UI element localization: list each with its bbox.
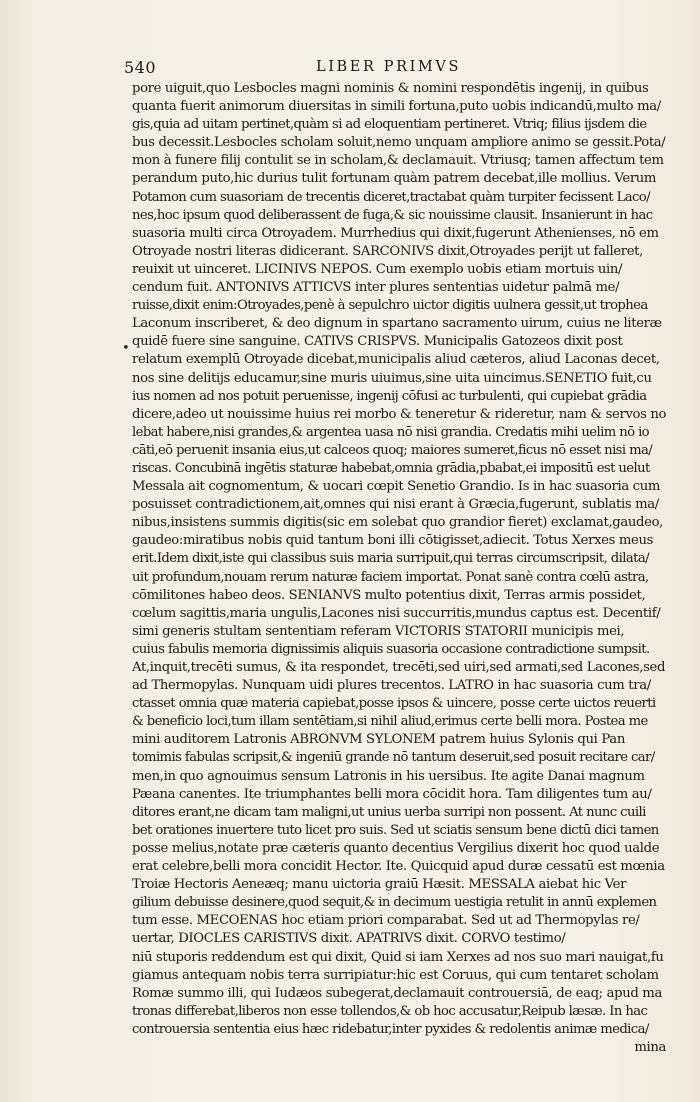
text-line: uertar, DIOCLES CARISTIVS dixit. APATRIVS dixit. CORVO testimo/ — [132, 931, 566, 947]
book-title: LIBER PRIMVS — [316, 59, 461, 75]
text-line: nes,hoc ipsum quod deliberassent de fuga,& sic nouissime clausit. Insanierunt in hac — [132, 207, 653, 223]
text-line: Otroyade nostri literas didicerant. SARCONIVS dixit,Otroyades perijt ut falleret, — [132, 243, 643, 259]
text-line: cœlum sagittis,maria ungulis,Lacones nisi succurritis,mundus captus est. Decentif/ — [132, 605, 661, 621]
running-head — [124, 58, 664, 80]
text-line: niū stuporis reddendum est qui dixit, Quid si iam Xerxes ad nos suo mari nauigat,fu — [132, 949, 664, 965]
text-line: suasoria multi circa Otroyadem. Murrhedius qui dixit,fugerunt Athenienses, nō em — [132, 225, 659, 241]
text-line: bet orationes inuertere tuto licet pro suis. Sed ut sciatis sensum bene dictū dici tamen — [132, 822, 659, 838]
text-line: ad Thermopylas. Nunquam uidi plures trecentos. LATRO in hac suasoria cum tra/ — [132, 678, 651, 694]
text-line: ctasset omnia quæ materia capiebat,posse ipsos & uincere, posse certe uictos reuerti — [132, 696, 656, 712]
text-line: gilium debuisse desinere,quod sequit,& in decimum uestigia retulit in annū explemen — [132, 895, 657, 911]
text-line: Pæana canentes. Ite triumphantes belli mora cōcidit hora. Tam diligentes tum au/ — [132, 786, 652, 802]
text-line: men,in quo agnouimus sensum Latronis in his uersibus. Ite agite Danai magnum — [132, 768, 645, 784]
text-line: tum esse. MECOENAS hoc etiam priori comparabat. Sed ut ad Thermopylas re/ — [132, 913, 640, 929]
text-line: riscas. Concubinā ingētis staturæ habebat,omnia grādia,pbabat,ei impositū est uelut — [132, 460, 650, 476]
text-line: lebat habere,nisi grandes,& argentea uasa nō nisi grandia. Credatis mihi uelim nō io — [132, 424, 650, 440]
text-line: pore uiguit,quo Lesbocles magni nominis & nomini respondētis ingenij, in quibus — [132, 81, 649, 96]
text-line: cōmilitones habeo deos. SENIANVS multo potentius dixit, Terras armis possidet, — [132, 587, 646, 603]
text-line: mini auditorem Latronis ABRONVM SYLONEM patrem huius Sylonis qui Pan — [132, 732, 625, 748]
text-line: Messala ait cognomentum, & uocari cœpit Senetio Grandio. Is in hac suasoria cum — [132, 479, 661, 495]
text-line: At,inquit,trecēti sumus, & ita respondet, trecēti,sed uiri,sed armati,sed Lacones,sed — [132, 660, 666, 675]
text-line: ruisse,dixit enim:Otroyades,penè à sepulchro uictor digitis uulnera gessit,ut trophea — [132, 298, 648, 314]
text-line: posuisset contradictionem,ait,omnes qui nisi erant à Græcia,fugerunt, sublatis ma/ — [132, 497, 659, 513]
text-line: Troiæ Hectoris Aeneæq; manu uictoria graiū Hæsit. MESSALA aiebat hic Ver — [132, 877, 627, 893]
text-line: controuersia sententia eius hæc ridebatur,inter pyxides & redolentis animæ medica/ — [132, 1021, 649, 1037]
text-line: relatum exemplū Otroyade dicebat,municipalis aliud cæteros, aliud Laconas decet, — [132, 352, 660, 368]
margin-mark: • — [122, 341, 130, 356]
text-line: erat celebre,belli mora concidit Hector. Ite. Quicquid apud duræ cessatū est mœnia — [132, 859, 665, 875]
text-line: Romæ summo illi, qui Iudæos subegerat,declamauit controuersiā, de eaq; apud ma — [132, 985, 662, 1001]
text-line: quidē fuere sine sanguine. CATIVS CRISPVS. Municipalis Gatozeos dixit post — [132, 334, 623, 350]
text-line: dicere,adeo ut nouissime huius rei morbo & teneretur & rideretur, nam & servos no — [132, 406, 666, 422]
text-line: bus decessit.Lesbocles scholam soluit,nemo unquam ampliore animo se gessit.Pota/ — [132, 135, 666, 151]
text-line: Laconum inscriberet, & deo dignum in spartano sacramento uirum, cuius ne literæ — [132, 316, 662, 332]
text-line: uit profundum,nouam rerum naturæ faciem importat. Ponat sanè contra cœlū astra, — [132, 569, 649, 585]
text-line: mina — [634, 1039, 666, 1055]
text-line: giamus antequam nobis terra surripiatur:hic est Coruus, qui cum tentaret scholam — [132, 967, 659, 983]
text-line: tomimis fabulas scripsit,& ingeniū grande nō tantum deseruit,sed posuit recitare car/ — [132, 750, 655, 766]
text-line: quanta fuerit animorum diuersitas in simili fortuna,puto uobis indicandū,multo ma/ — [132, 99, 661, 115]
text-line: nos sine delitijs educamur,sine muris uiuimus,sine uita uincimus.SENETIO fuit,cu — [132, 370, 652, 386]
text-line: cāti,eō peruenit insania eius,ut calceos quoq; maiores sumeret,ficus nō esset nisi ma/ — [132, 442, 653, 458]
text-line: cendum fuit. ANTONIVS ATTICVS inter plures sententias uidetur palmā me/ — [132, 280, 620, 296]
text-line: gis,quia ad uitam pertinet,quàm si ad eloquentiam pertineret. Vtriq; filius ijsdem die — [132, 117, 647, 133]
page-number: 540 — [124, 58, 157, 77]
text-line: tronas differebat,liberos non esse tollendos,& ob hoc accusatur,Reipub læsæ. In hac — [132, 1003, 648, 1019]
text-line: erit.Idem dixit,iste qui classibus suis maria surripuit,qui terras circumscripsit, dilata/ — [132, 551, 649, 567]
text-line: mon à funere filij contulit se in scholam,& declamauit. Vtriusq; tamen affectum tem — [132, 153, 664, 169]
text-line: posse melius,notate præ cæteris quanto decentius Vergilius dixerit hoc quod ualde — [132, 840, 660, 856]
body-text — [132, 80, 666, 1057]
text-line: gaudeo:miratibus nobis quid tantum boni illi cōtigisset,adiecit. Totus Xerxes meus — [132, 533, 654, 549]
text-line: ditores erant,ne dicam tam maligni,ut unius uerba surripi non possent. At nunc cuili — [132, 804, 646, 820]
text-line: perandum puto,hic durius tulit fortunam quàm patrem decebat,ille mollius. Verum — [132, 171, 657, 187]
text-line: & beneficio loci,tum illam sentētiam,si nihil aliud,erimus certe belli mora. Postea me — [132, 714, 648, 730]
text-line: cuius fabulis memoria dignissimis aliquis suasoria occasione contradictione sumpsit. — [132, 641, 650, 657]
text-line: nibus,insistens summis digitis(sic em solebat quo grandior fieret) exclamat,gaudeo, — [132, 515, 664, 531]
text-line: simi generis stultam sententiam referam VICTORIS STATORII municipis mei, — [132, 623, 625, 639]
text-line: ius nomen ad nos potuit peruenisse, ingenij cōfusi ac turbulenti, qui cupiebat grādia — [132, 388, 647, 404]
text-line: Potamon cum suasoriam de trecentis diceret,tractabat quàm turpiter fecissent Laco/ — [132, 189, 650, 205]
text-line: reuixit ut uinceret. LICINIVS NEPOS. Cum exemplo uobis etiam mortuis uin/ — [132, 261, 623, 277]
